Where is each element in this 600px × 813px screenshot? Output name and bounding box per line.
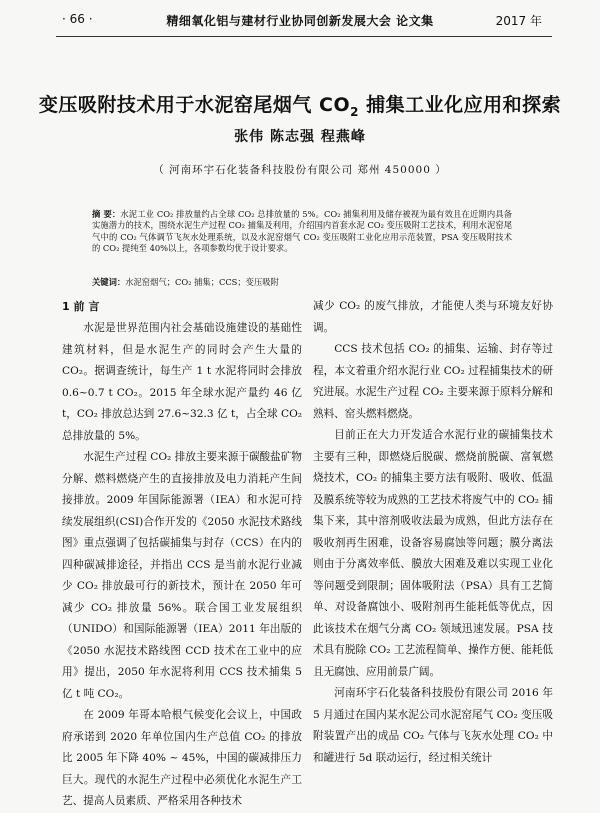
right-column — [313, 296, 553, 769]
paragraph: 水泥是世界范围内社会基础设施建设的基础性建筑材料，但是水泥生产的同时会产生大量的 CO₂。据调查统计，每生产 1 t 水泥将同时会排放 0.6~0.7 t CO₂。2015 年全球水泥产量约 46 亿 t，CO₂ 排放总达到 27.6~32.3 亿 t，占全球 CO₂ 总排放量的 5%。 — [62, 322, 303, 442]
keywords-text: 水泥窑烟气；CO₂ 捕集；CCS；变压吸附 — [125, 277, 279, 287]
title-tail: 捕集工业化应用和探索 — [358, 94, 562, 116]
keywords — [92, 277, 512, 288]
paragraph: CCS 技术包括 CO₂ 的捕集、运输、封存等过程，本文着重介绍水泥行业 CO₂ 过程捕集技术的研究进展。水泥生产过程 CO₂ 主要来源于原料分解和熟料、窑头燃料燃烧。 — [313, 343, 553, 420]
title-main: 变压吸附技术用于水泥窑尾烟气 CO — [38, 94, 351, 116]
page-number: · 66 · — [62, 12, 93, 26]
keywords-label: 关键词： — [92, 277, 126, 287]
abstract-label: 摘 要： — [92, 209, 121, 219]
abstract-text: 水泥工业 CO₂ 排放量约占全球 CO₂ 总排放量的 5%。CO₂ 捕集利用及储存被视为最有效且在近期内具备实施潜力的技术，围绕水泥生产过程 CO₂ 捕集及利用，介绍国内首套水泥 CO₂ 变压吸附工艺技术，利用水泥窑尾气中的 CO₂ 气体调节飞灰水处理系统，以及水泥窑烟气 CO₂ 变压吸附工业化应用示范装置，PSA 变压吸附技术的 CO₂ 提纯至 40%以上，各项参数均优于设计要求。 — [92, 209, 512, 253]
header-year: 2017 年 — [495, 14, 542, 28]
conference-name: 精细氧化铝与建材行业协同创新发展大会 论文集 — [166, 14, 434, 28]
header-rule — [56, 36, 552, 37]
paragraph: 水泥生产过程 CO₂ 排放主要来源于碳酸盐矿物分解、燃料燃烧产生的直接排放及电力消耗产生间接排放。2009 年国际能源署（IEA）和水泥可持续发展组织(CSI)合作开发的《2050 水泥技术路线图》重点强调了包括碳捕集与封存（CCS）在内的四种碳减排途径，并指出 CCS 是当前水泥行业减少 CO₂ 排放最可行的新技术，预计在 2050 年可减少 CO₂ 排放量 56%。联合国工业发展组织（UNIDO）和国际能源署（IEA）2011 年出版的《2050 水泥技术路线图 CCD 技术在工业中的应用》提出，2050 年水泥将利用 CCS 技术捕集 5 亿 t 吨 CO₂。 — [62, 451, 302, 700]
section-title-introduction: 1 前 言 — [62, 300, 100, 313]
paragraph: 河南环宇石化装备科技股份有限公司 2016 年 5 月通过在国内某水泥公司水泥窑尾气 CO₂ 变压吸附装置产出的成品 CO₂ 气体与飞灰水处理 CO₂ 中和罐进行 5d 联动运行，经过相关统计 — [313, 687, 553, 764]
title-subscript: 2 — [350, 104, 359, 119]
article-title — [0, 90, 600, 119]
left-column — [62, 296, 302, 813]
paragraph: 目前正在大力开发适合水泥行业的碳捕集技术主要有三种，即燃烧后脱碳、燃烧前脱碳、富氧燃烧技术，CO₂ 的捕集主要方法有吸附、吸收、低温及膜系统等较为成熟的工艺技术将废气中的 CO₂ 捕集下来，其中溶剂吸收法最为成熟，但此方法存在吸收剂再生困难，设备容易腐蚀等问题；膜分离法则由于分离效率低、膜放大困难及难以实现工业化等问题受到限制；固体吸附法（PSA）具有工艺简单、对设备腐蚀小、吸附剂再生能耗低等优点，因此该技术在烟气分离 CO₂ 领域迅速发展。PSA 技术具有脱除 CO₂ 工艺流程简单、操作方便、能耗低且无腐蚀、应用前景广阔。 — [313, 429, 553, 678]
abstract — [92, 209, 512, 254]
paragraph: 减少 CO₂ 的废气排放，才能使人类与环境友好协调。 — [313, 300, 553, 334]
paragraph: 在 2009 年哥本哈根气候变化会议上，中国政府承诺到 2020 年单位国内生产总值 CO₂ 的排放比 2005 年下降 40% ~ 45%，中国的碳减排压力巨大。现代的水泥生产过程中必须优化水泥生产工艺、提高人员素质、严格采用各种技术 — [62, 709, 302, 807]
page-header — [0, 0, 600, 38]
article-authors: 张伟 陈志强 程燕峰 — [234, 129, 366, 145]
article-affiliation: （ 河南环宇石化装备科技股份有限公司 郑州 450000 ） — [153, 164, 447, 176]
